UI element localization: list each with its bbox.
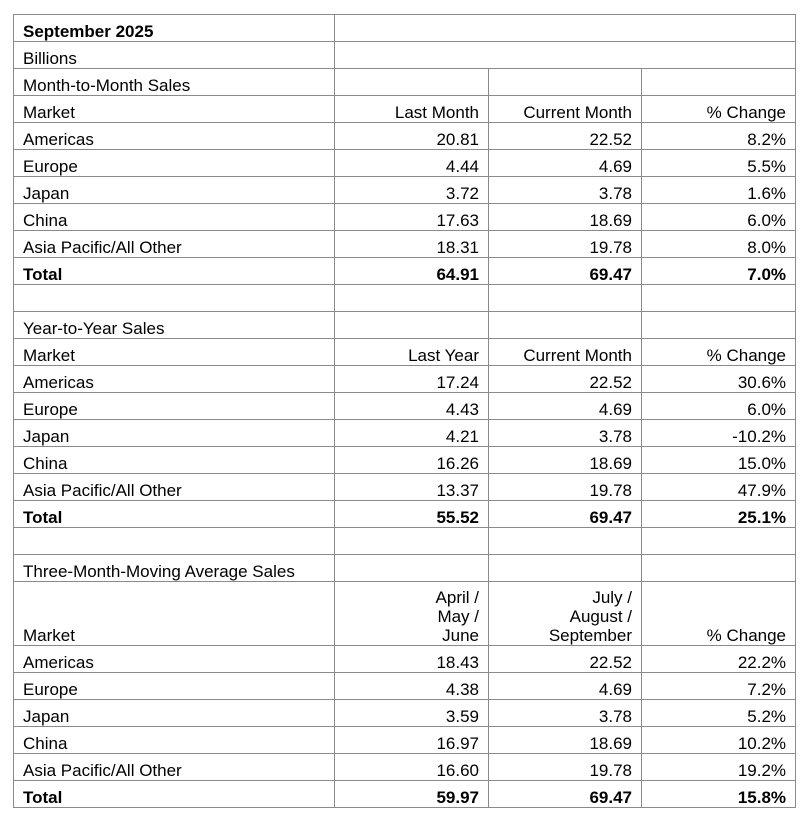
value-cell: 18.69	[489, 447, 642, 474]
column-header: Market	[14, 339, 335, 366]
column-header: Current Month	[489, 339, 642, 366]
market-cell: Asia Pacific/All Other	[14, 754, 335, 781]
value-cell: 16.60	[335, 754, 489, 781]
column-header: % Change	[642, 582, 796, 646]
total-row	[14, 501, 796, 528]
value-cell: 5.5%	[642, 150, 796, 177]
value-cell: 4.43	[335, 393, 489, 420]
market-cell: China	[14, 727, 335, 754]
header-row	[14, 582, 796, 646]
section-title: Year-to-Year Sales	[14, 312, 335, 339]
market-cell: Europe	[14, 150, 335, 177]
total-cell: 64.91	[335, 258, 489, 285]
table-row	[14, 366, 796, 393]
value-cell: 4.69	[489, 393, 642, 420]
total-cell: Total	[14, 781, 335, 808]
value-cell: 4.69	[489, 673, 642, 700]
value-cell: 3.78	[489, 177, 642, 204]
total-cell: 59.97	[335, 781, 489, 808]
value-cell: 19.78	[489, 754, 642, 781]
market-cell: Americas	[14, 366, 335, 393]
table-row	[14, 646, 796, 673]
value-cell: 22.52	[489, 646, 642, 673]
value-cell: 7.2%	[642, 673, 796, 700]
value-cell: 8.0%	[642, 231, 796, 258]
market-cell: Americas	[14, 646, 335, 673]
column-header: Last Year	[335, 339, 489, 366]
total-cell: 7.0%	[642, 258, 796, 285]
market-cell: China	[14, 447, 335, 474]
table-row	[14, 204, 796, 231]
value-cell: 1.6%	[642, 177, 796, 204]
table-row	[14, 447, 796, 474]
value-cell: 30.6%	[642, 366, 796, 393]
sales-table	[13, 14, 796, 808]
market-cell: Europe	[14, 673, 335, 700]
section-title: Three-Month-Moving Average Sales	[14, 555, 335, 582]
market-cell: Americas	[14, 123, 335, 150]
table-row	[14, 474, 796, 501]
value-cell: 18.31	[335, 231, 489, 258]
value-cell: 19.2%	[642, 754, 796, 781]
value-cell: 18.69	[489, 204, 642, 231]
section-title: Month-to-Month Sales	[14, 69, 335, 96]
value-cell: 13.37	[335, 474, 489, 501]
market-cell: Japan	[14, 420, 335, 447]
market-cell: Japan	[14, 700, 335, 727]
units-label: Billions	[14, 42, 335, 69]
value-cell: 6.0%	[642, 393, 796, 420]
header-row	[14, 339, 796, 366]
value-cell: 4.44	[335, 150, 489, 177]
value-cell: 3.72	[335, 177, 489, 204]
value-cell: 47.9%	[642, 474, 796, 501]
section-title-row	[14, 312, 796, 339]
total-cell: 69.47	[489, 258, 642, 285]
value-cell: 6.0%	[642, 204, 796, 231]
market-cell: Japan	[14, 177, 335, 204]
value-cell: 18.43	[335, 646, 489, 673]
table-row	[14, 700, 796, 727]
table-row	[14, 231, 796, 258]
value-cell: 4.69	[489, 150, 642, 177]
value-cell: 19.78	[489, 474, 642, 501]
total-cell: 69.47	[489, 501, 642, 528]
value-cell: 5.2%	[642, 700, 796, 727]
market-cell: China	[14, 204, 335, 231]
value-cell: 16.26	[335, 447, 489, 474]
value-cell: 3.59	[335, 700, 489, 727]
market-cell: Europe	[14, 393, 335, 420]
value-cell: 19.78	[489, 231, 642, 258]
total-cell: 69.47	[489, 781, 642, 808]
value-cell: 8.2%	[642, 123, 796, 150]
column-header: Market	[14, 582, 335, 646]
column-header: Current Month	[489, 96, 642, 123]
total-row	[14, 781, 796, 808]
value-cell: 3.78	[489, 700, 642, 727]
value-cell: 22.52	[489, 366, 642, 393]
table-row	[14, 177, 796, 204]
value-cell: 20.81	[335, 123, 489, 150]
value-cell: 22.52	[489, 123, 642, 150]
table-row	[14, 673, 796, 700]
market-cell: Asia Pacific/All Other	[14, 231, 335, 258]
value-cell: 18.69	[489, 727, 642, 754]
value-cell: 17.24	[335, 366, 489, 393]
total-cell: 55.52	[335, 501, 489, 528]
value-cell: 17.63	[335, 204, 489, 231]
table-row	[14, 393, 796, 420]
value-cell: 4.21	[335, 420, 489, 447]
value-cell: 16.97	[335, 727, 489, 754]
value-cell: 22.2%	[642, 646, 796, 673]
total-cell: 15.8%	[642, 781, 796, 808]
spacer-row	[14, 285, 796, 312]
column-header: Market	[14, 96, 335, 123]
table-row	[14, 727, 796, 754]
column-header: % Change	[642, 96, 796, 123]
total-row	[14, 258, 796, 285]
table-row	[14, 150, 796, 177]
value-cell: 3.78	[489, 420, 642, 447]
column-header: Last Month	[335, 96, 489, 123]
market-cell: Asia Pacific/All Other	[14, 474, 335, 501]
table-row	[14, 420, 796, 447]
table-row	[14, 123, 796, 150]
total-cell: Total	[14, 258, 335, 285]
total-cell: Total	[14, 501, 335, 528]
header-row	[14, 96, 796, 123]
value-cell: 15.0%	[642, 447, 796, 474]
value-cell: -10.2%	[642, 420, 796, 447]
column-header: April / May / June	[335, 582, 489, 646]
section-title-row	[14, 555, 796, 582]
table-row	[14, 754, 796, 781]
section-title-row	[14, 69, 796, 96]
value-cell: 10.2%	[642, 727, 796, 754]
value-cell: 4.38	[335, 673, 489, 700]
spacer-row	[14, 528, 796, 555]
column-header: July / August / September	[489, 582, 642, 646]
column-header: % Change	[642, 339, 796, 366]
report-title: September 2025	[14, 15, 335, 42]
total-cell: 25.1%	[642, 501, 796, 528]
